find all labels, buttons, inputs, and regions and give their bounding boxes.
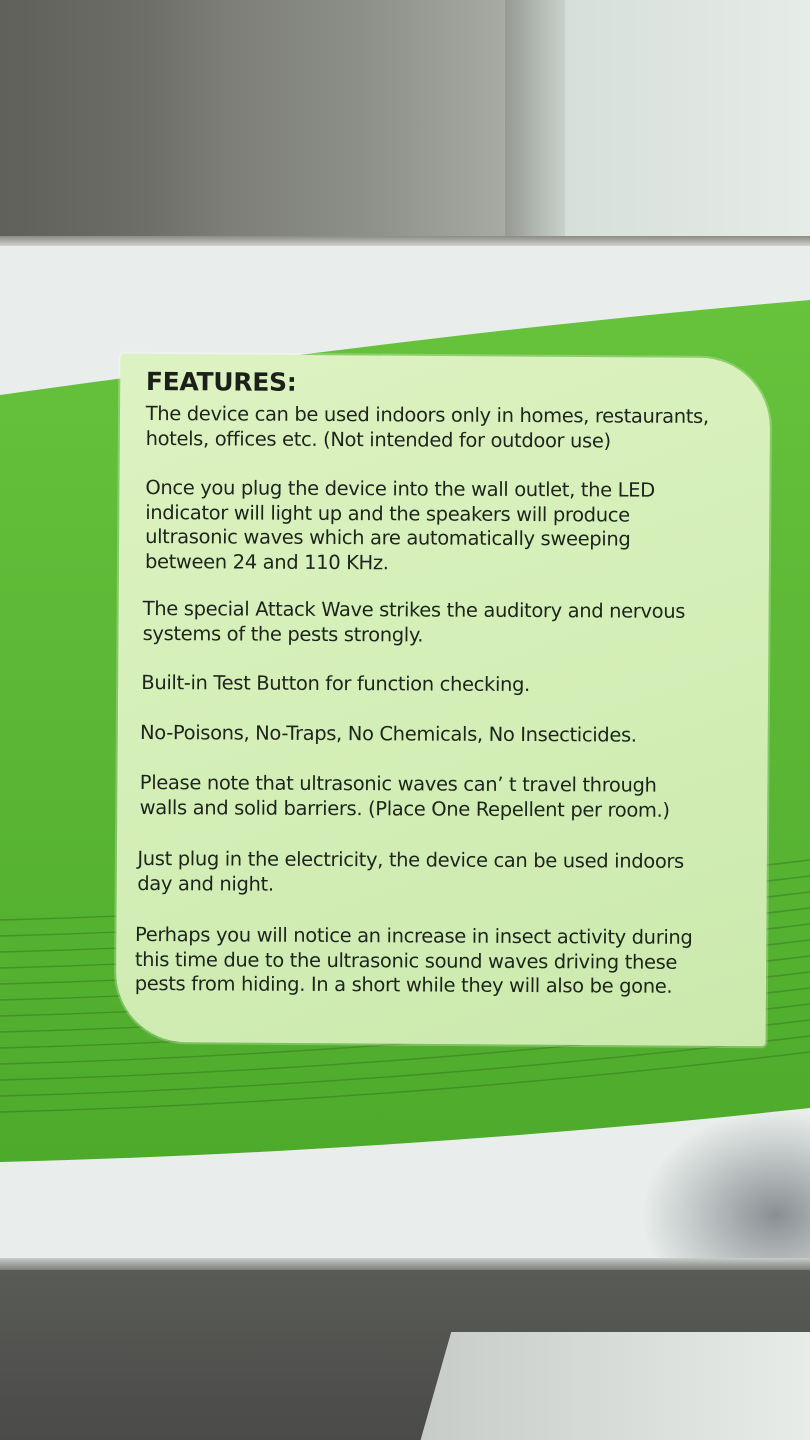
box-top-edge [0, 236, 810, 246]
feature-paragraph-test-button: Built-in Test Button for function checking. [141, 671, 531, 697]
feature-paragraph-usage: The device can be used indoors only in homes, restaurants, hotels, offices etc. (Not intended for outdoor use) [145, 402, 709, 452]
feature-paragraph-walls-note: Please note that ultrasonic waves can’ t travel through walls and solid barriers. (Place One Repellent per room.) [139, 771, 670, 822]
feature-paragraph-ultrasonic: Once you plug the device into the wall outlet, the LED indicator will light up and the speakers will produce ultrasonic waves which are automatically sweeping between 24 and 110 KHz. [144, 476, 655, 574]
feature-paragraph-attack-wave: The special Attack Wave strikes the auditory and nervous systems of the pests strongly. [142, 597, 686, 646]
box-bottom-edge [0, 1258, 810, 1270]
background-floor [0, 1262, 810, 1440]
cast-shadow [640, 1110, 810, 1260]
feature-paragraph-insect-activity: Perhaps you will notice an increase in insect activity during this time due to the ultrasonic sound waves driving these pests from hiding. In a short while they will also be gone. [134, 922, 693, 998]
feature-paragraph-no-poisons: No-Poisons, No-Traps, No Chemicals, No Insecticides. [140, 721, 637, 747]
door-frame [505, 0, 565, 250]
background-wall [0, 0, 810, 250]
sunlit-area [420, 1332, 810, 1440]
features-text-block [134, 366, 780, 998]
feature-paragraph-day-night: Just plug in the electricity, the device can be used indoors day and night. [137, 846, 684, 896]
features-heading: FEATURES: [145, 367, 297, 397]
